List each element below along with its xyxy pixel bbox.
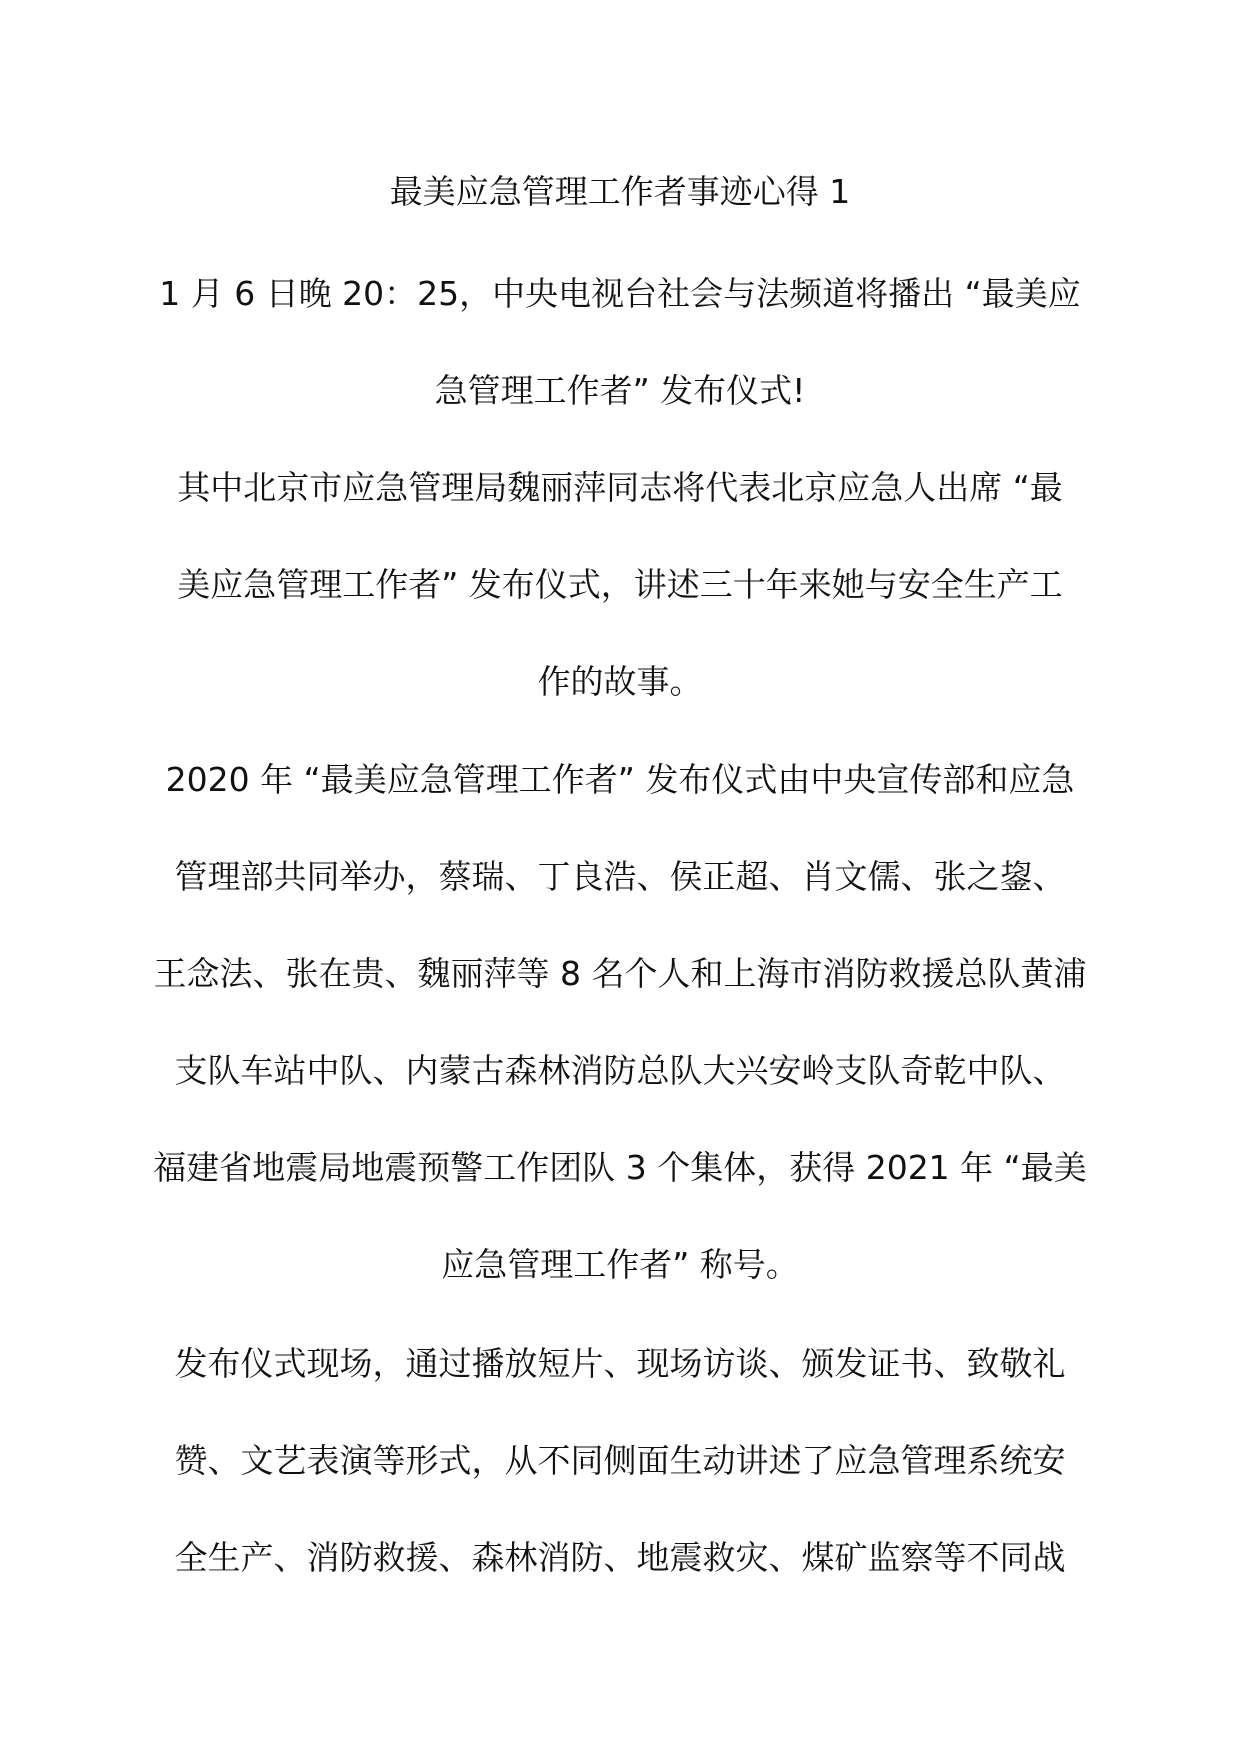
paragraph-award-list bbox=[140, 731, 1100, 1313]
paragraph-line: 其中北京市应急管理局魏丽萍同志将代表北京应急人出席 “最 bbox=[177, 468, 1063, 507]
paragraph-line: 美应急管理工作者” 发布仪式，讲述三十年来她与安全生产工 bbox=[177, 565, 1063, 604]
paragraph-broadcast-notice bbox=[140, 245, 1100, 439]
paragraph-line: 应急管理工作者” 称号。 bbox=[441, 1245, 799, 1284]
paragraph-line: 2020 年 “最美应急管理工作者” 发布仪式由中央宣传部和应急 bbox=[165, 760, 1075, 799]
paragraph-line: 管理部共同举办，蔡瑞、丁良浩、侯正超、肖文儒、张之鋆、 bbox=[174, 857, 1066, 896]
paragraph-line: 福建省地震局地震预警工作团队 3 个集体，获得 2021 年 “最美 bbox=[153, 1148, 1087, 1187]
paragraph-line: 支队车站中队、内蒙古森林消防总队大兴安岭支队奇乾中队、 bbox=[174, 1051, 1066, 1090]
paragraph-line: 急管理工作者” 发布仪式! bbox=[434, 371, 806, 410]
paragraph-line: 1 月 6 日晚 20：25，中央电视台社会与法频道将播出 “最美应 bbox=[159, 274, 1081, 313]
paragraph-line: 发布仪式现场，通过播放短片、现场访谈、颁发证书、致敬礼 bbox=[174, 1344, 1066, 1383]
paragraph-line: 赞、文艺表演等形式，从不同侧面生动讲述了应急管理系统安 bbox=[174, 1441, 1066, 1480]
paragraph-beijing-representative bbox=[140, 439, 1100, 730]
document-title: 最美应急管理工作者事迹心得 1 bbox=[389, 172, 851, 211]
paragraph-line: 作的故事。 bbox=[537, 662, 703, 701]
paragraph-line: 全生产、消防救援、森林消防、地震救灾、煤矿监察等不同战 bbox=[174, 1538, 1066, 1577]
paragraph-ceremony-description bbox=[140, 1315, 1100, 1606]
paragraph-line: 王念法、张在贵、魏丽萍等 8 名个人和上海市消防救援总队黄浦 bbox=[153, 954, 1087, 993]
